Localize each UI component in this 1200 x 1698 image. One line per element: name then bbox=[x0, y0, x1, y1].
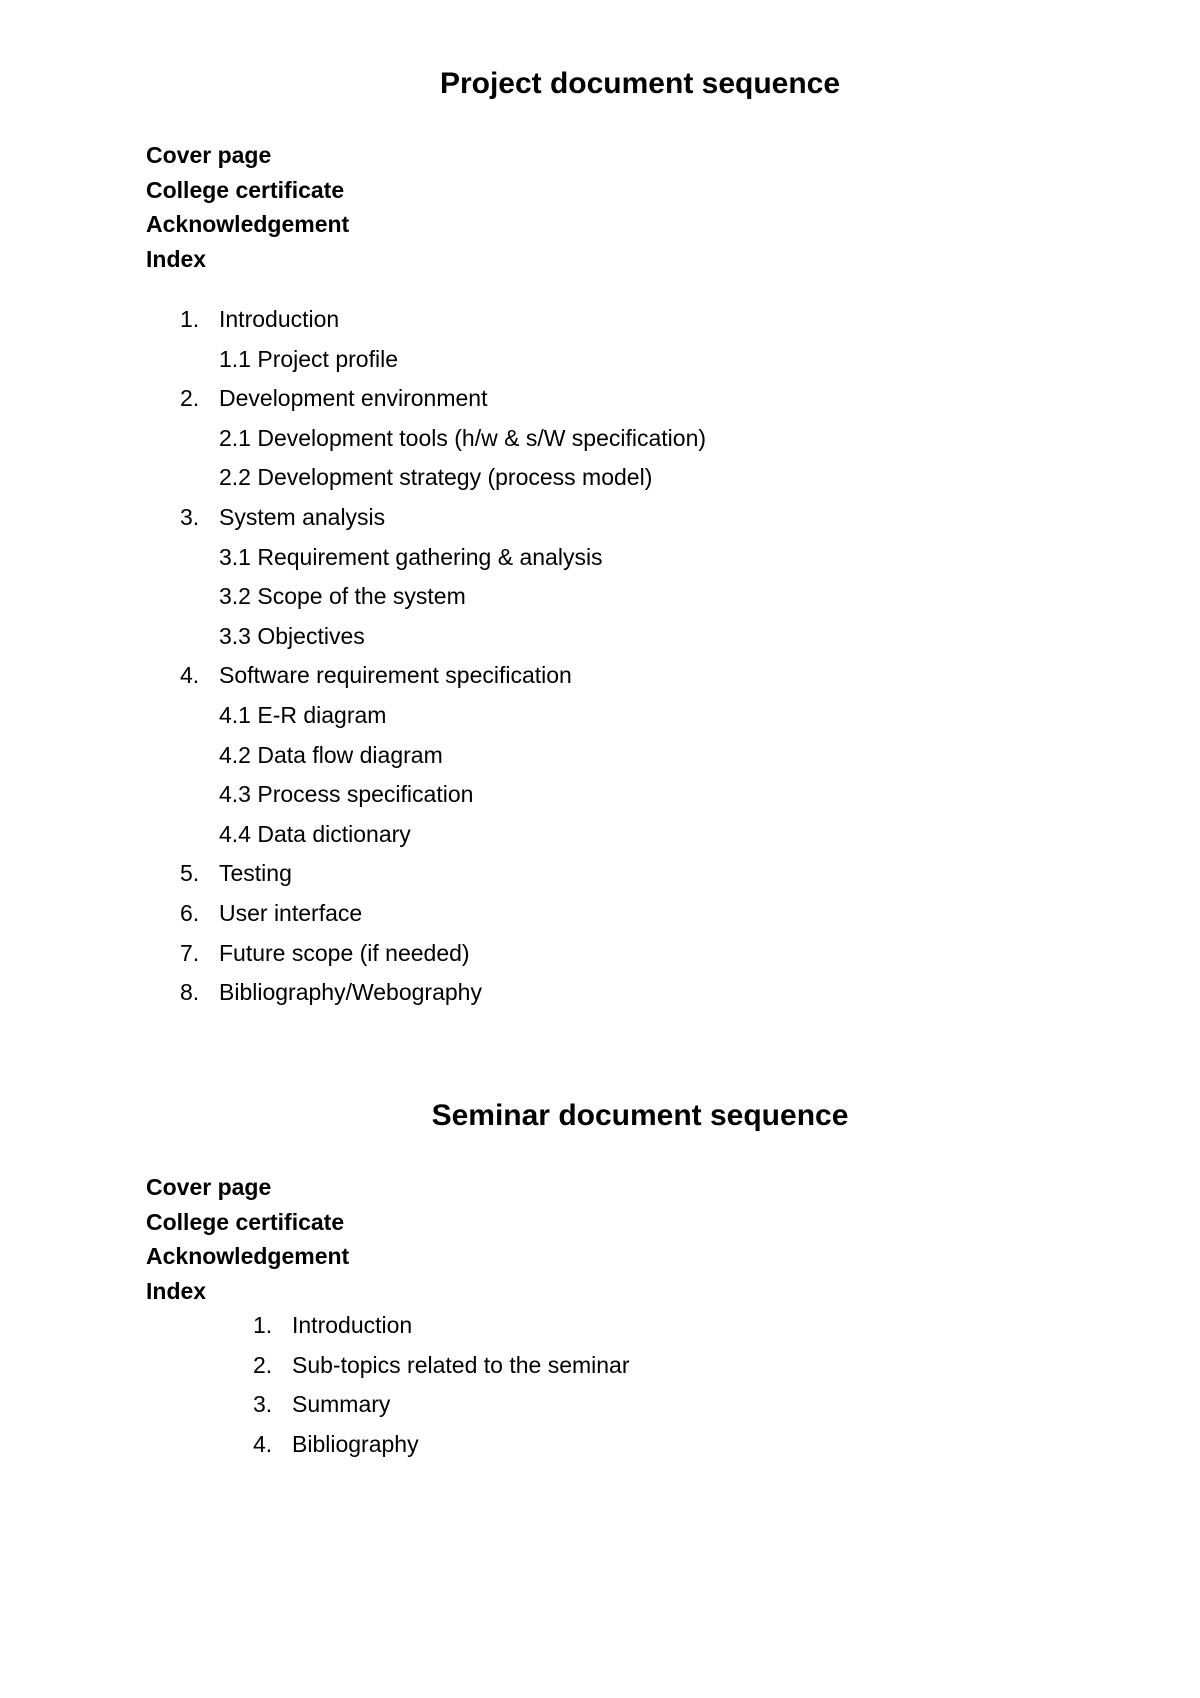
contents-subitem-list bbox=[180, 419, 706, 498]
seminar-title: Seminar document sequence bbox=[431, 1099, 849, 1132]
contents-subitem: 4.2 Data flow diagram bbox=[219, 741, 443, 768]
contents-item-label: Development environment bbox=[219, 385, 488, 412]
contents-item-number: 6. bbox=[180, 899, 200, 926]
contents-item-label: Future scope (if needed) bbox=[219, 939, 470, 966]
contents-item-label: Introduction bbox=[219, 306, 340, 332]
contents-item bbox=[180, 300, 706, 379]
front-matter-item: College certificate bbox=[146, 176, 345, 203]
contents-item bbox=[253, 1306, 630, 1346]
contents-item-label: Sub-topics related to the seminar bbox=[292, 1351, 630, 1378]
contents-item-label: System analysis bbox=[219, 503, 386, 530]
contents-item bbox=[253, 1425, 630, 1465]
contents-subitem-list bbox=[180, 696, 706, 854]
contents-subitem-list bbox=[180, 538, 706, 657]
contents-item-label: Testing bbox=[219, 860, 292, 887]
contents-item bbox=[180, 854, 706, 894]
contents-item-row bbox=[180, 379, 706, 419]
contents-item-number: 4. bbox=[253, 1430, 273, 1457]
contents-item bbox=[180, 934, 706, 974]
contents-item bbox=[180, 894, 706, 934]
project-contents-list bbox=[180, 300, 706, 1013]
contents-item bbox=[180, 973, 706, 1013]
contents-item-row bbox=[180, 498, 706, 538]
contents-item-number: 3. bbox=[253, 1391, 273, 1418]
front-matter-item: Index bbox=[146, 245, 207, 272]
contents-item-row bbox=[253, 1385, 630, 1425]
contents-subitem: 3.1 Requirement gathering & analysis bbox=[219, 543, 603, 570]
contents-item bbox=[180, 498, 706, 656]
contents-subitem: 2.1 Development tools (h/w & s/W specification) bbox=[219, 424, 707, 451]
contents-item-number: 2. bbox=[180, 385, 200, 412]
contents-subitem: 4.3 Process specification bbox=[219, 781, 474, 808]
seminar-section bbox=[0, 1098, 1200, 1457]
front-matter-item: Cover page bbox=[146, 142, 272, 168]
front-matter-item: Acknowledgement bbox=[146, 211, 350, 237]
project-title: Project document sequence bbox=[439, 67, 841, 100]
contents-item-label: Summary bbox=[292, 1391, 391, 1418]
contents-item-label: Bibliography/Webography bbox=[219, 979, 482, 1006]
front-matter-item: Index bbox=[146, 1277, 207, 1304]
front-matter-item: College certificate bbox=[146, 1208, 345, 1235]
contents-item-number: 3. bbox=[180, 503, 200, 530]
contents-item-row bbox=[253, 1346, 630, 1386]
contents-item-row bbox=[180, 656, 706, 696]
contents-item-number: 5. bbox=[180, 860, 200, 887]
contents-item-row bbox=[180, 934, 706, 974]
contents-item-number: 2. bbox=[253, 1351, 273, 1378]
contents-item-label: Introduction bbox=[292, 1312, 413, 1338]
contents-item-row bbox=[180, 854, 706, 894]
contents-subitem: 2.2 Development strategy (process model) bbox=[219, 464, 653, 491]
contents-item bbox=[253, 1385, 630, 1425]
seminar-front-matter bbox=[146, 1170, 349, 1308]
contents-item bbox=[253, 1346, 630, 1386]
contents-item-row bbox=[180, 894, 706, 934]
project-section bbox=[0, 66, 1200, 1006]
seminar-contents-list bbox=[253, 1306, 630, 1464]
contents-item-label: User interface bbox=[219, 899, 363, 926]
project-front-matter bbox=[146, 138, 349, 276]
contents-item-number: 4. bbox=[180, 662, 200, 689]
contents-subitem: 3.2 Scope of the system bbox=[219, 583, 466, 610]
contents-item-label: Bibliography bbox=[292, 1430, 419, 1457]
contents-subitem: 1.1 Project profile bbox=[219, 345, 398, 372]
contents-item-row bbox=[180, 300, 706, 340]
contents-subitem: 4.4 Data dictionary bbox=[219, 820, 411, 847]
contents-item-number: 7. bbox=[180, 939, 200, 966]
front-matter-item: Acknowledgement bbox=[146, 1243, 350, 1269]
contents-item-row bbox=[180, 973, 706, 1013]
contents-item-label: Software requirement specification bbox=[219, 662, 572, 689]
contents-item-number: 8. bbox=[180, 979, 200, 1006]
contents-item bbox=[180, 379, 706, 498]
contents-item-row bbox=[253, 1425, 630, 1465]
contents-subitem-list bbox=[180, 340, 706, 380]
front-matter-item: Cover page bbox=[146, 1174, 272, 1200]
contents-subitem: 4.1 E-R diagram bbox=[219, 701, 387, 728]
contents-item bbox=[180, 656, 706, 854]
contents-item-number: 1. bbox=[253, 1312, 273, 1338]
contents-item-row bbox=[253, 1306, 630, 1346]
contents-subitem: 3.3 Objectives bbox=[219, 622, 365, 649]
contents-item-number: 1. bbox=[180, 306, 200, 332]
